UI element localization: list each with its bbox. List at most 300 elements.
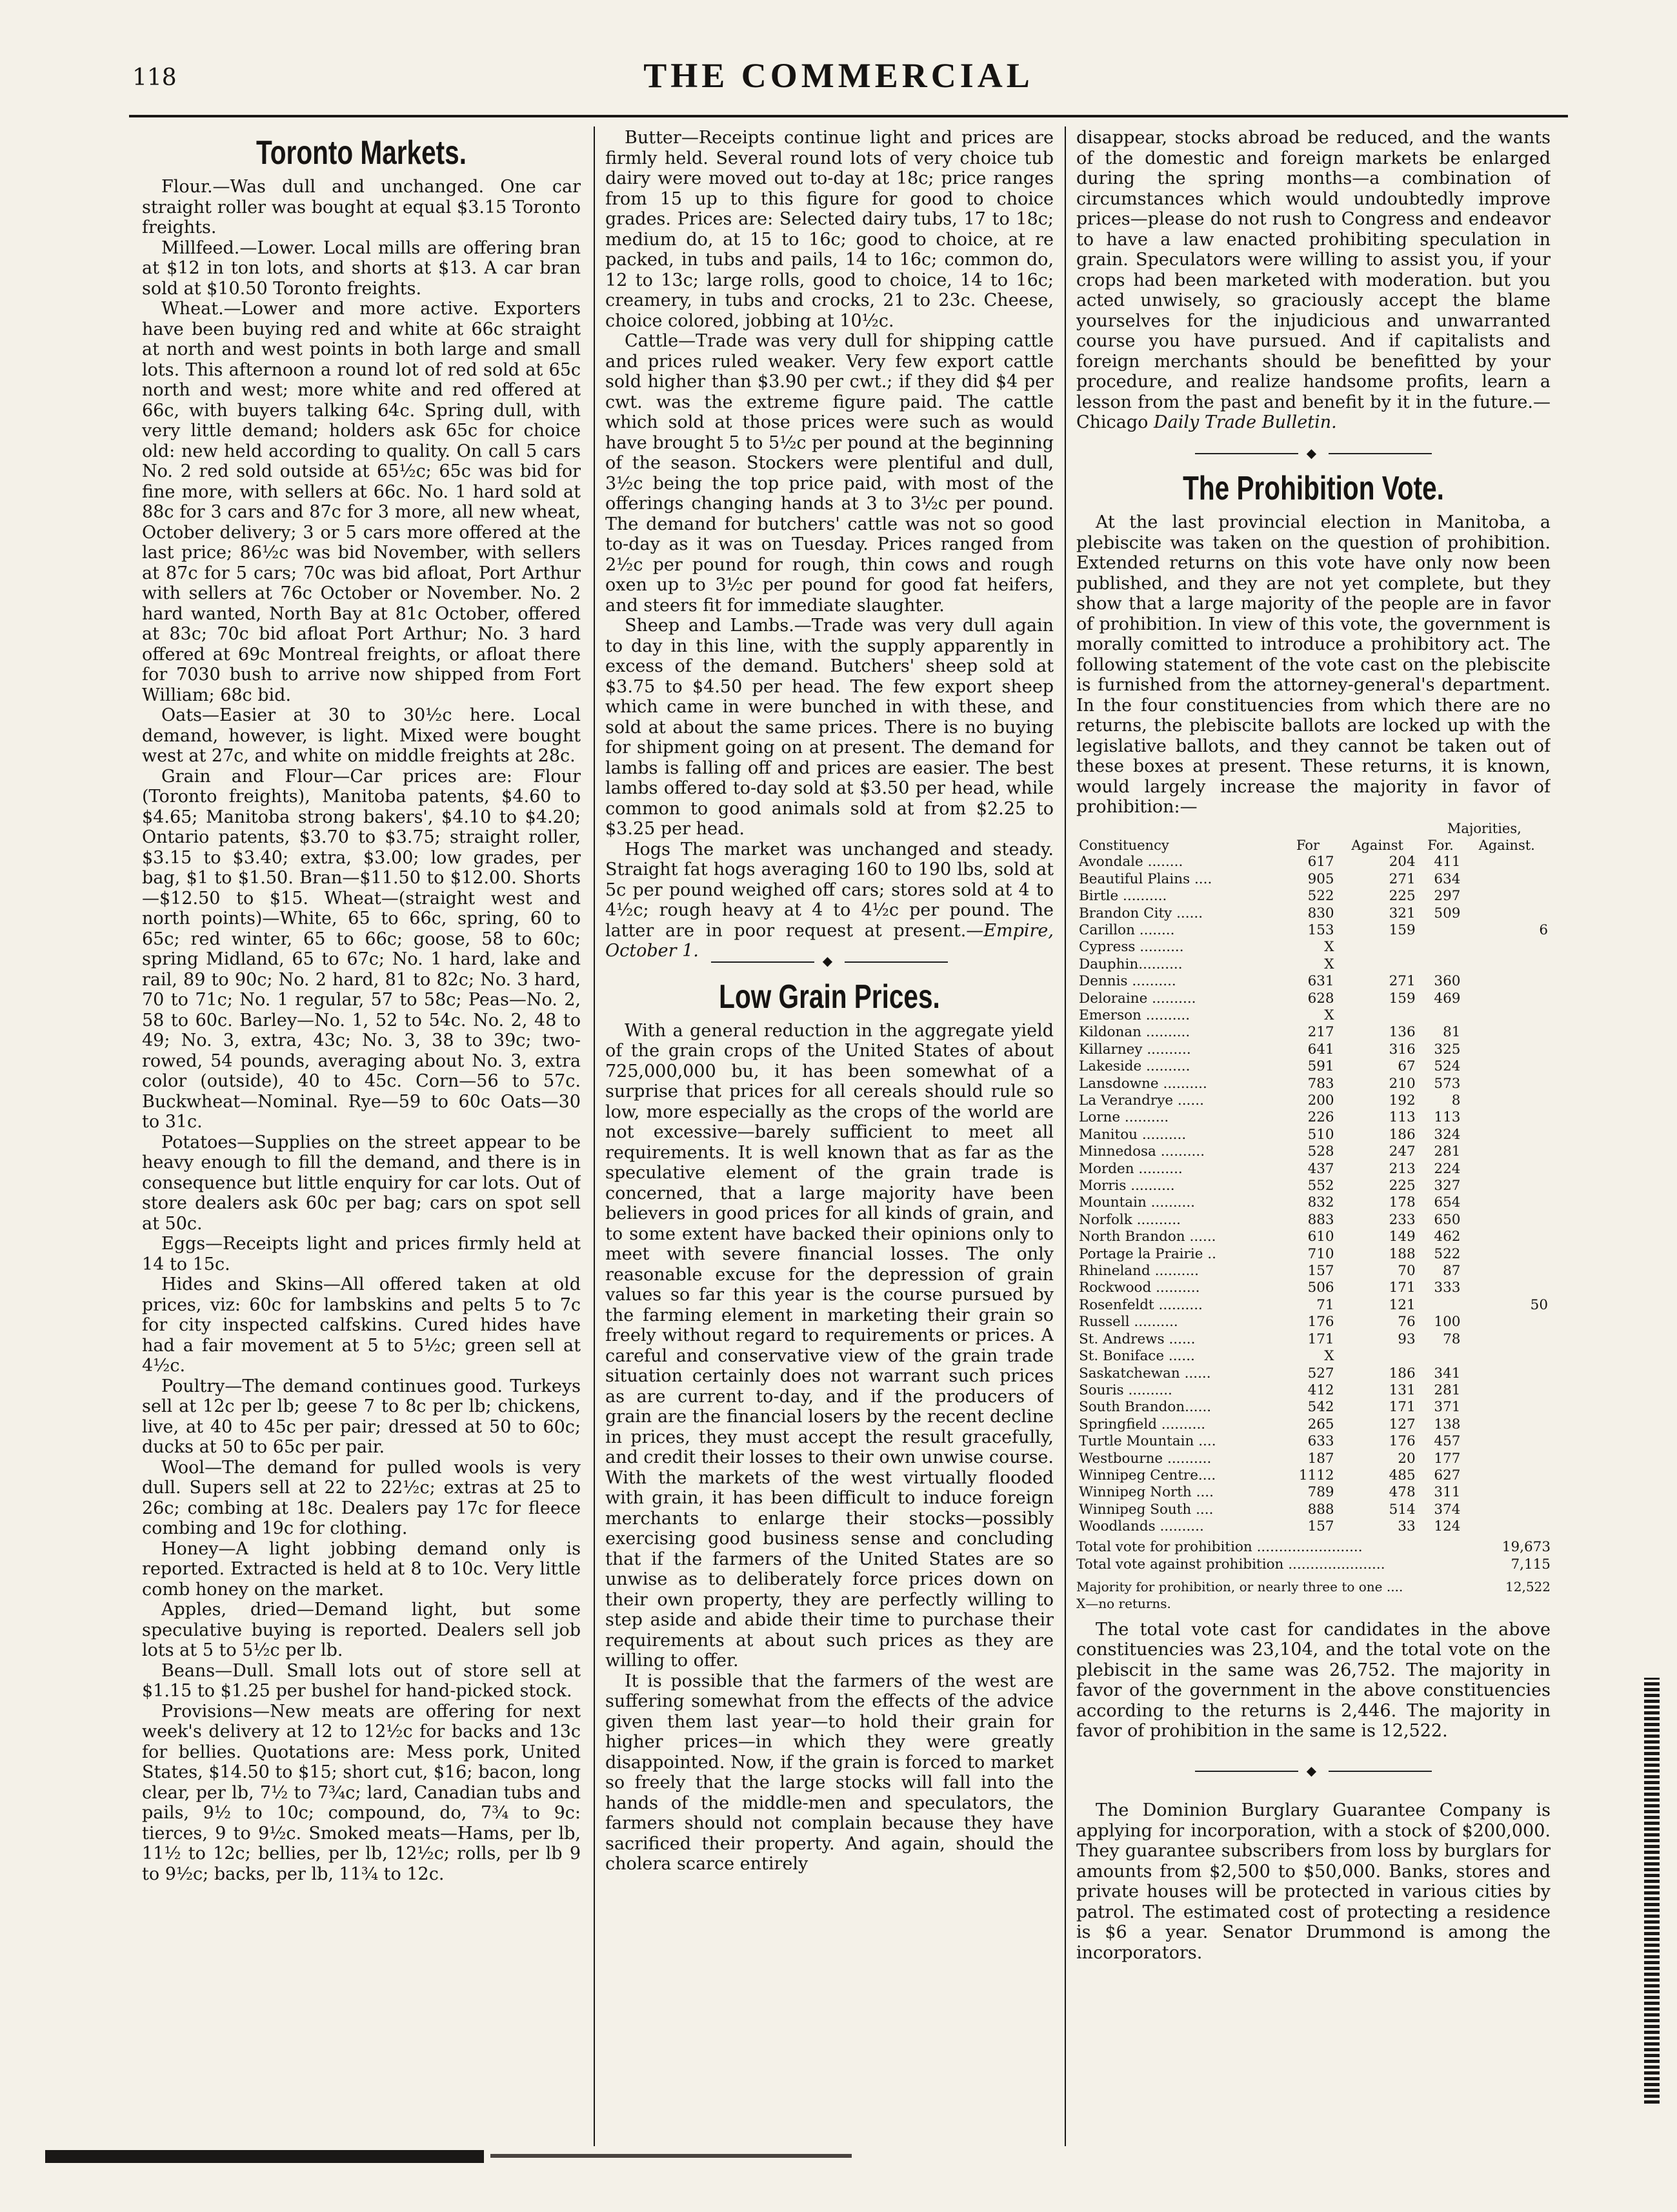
cell-maj-for: 81 [1443, 1024, 1461, 1041]
cell-maj-for [1418, 1297, 1463, 1314]
cell-maj-against [1463, 1365, 1551, 1382]
prohibition-closing: The total vote cast for candidates in the above constituencies was 23,104, and the total vote on the plebiscit in the same was 26,752. The majority in favor of the government in the above constituencies according to the returns is 2,446. The majority in favor of prohibition in the same is 12,522. [1076, 1619, 1551, 1742]
article-paragraph: With a general reduction in the aggregate yield of the grain crops of the United States of about 725,000,000 bu, it has been somewhat of a surprise that prices for all cereals should rule so low, more especially as the crops of the world are not excessive—barely sufficient to meet all requirements. It is well known that as far as the speculative element of the grain trade is concerned, that a large majority have been believers in good prices for all kinds of grain, and to some extent have backed their opinions only to meet with severe financial losses. The only reasonable excuse for the depression of grain values so far this year is the course pursued by the farming element in marketing their grain so freely without regard to requirements or prices. A careful and conservative view of the grain trade situation certainly does not warrant such prices as are current to-day, and if the producers of grain are the financial losers by the recent decline in prices, they must accept the result gracefully, and credit their losses to their own unwise course. With the markets of the west virtually flooded with grain, it has been difficult to induce foreign merchants to enlarge their stocks—possibly exercising good business sense and concluding that if the farmers of the United States are so unwise as to deliberately force prices down on their own property, they are perfectly willing to step aside and abide their time to purchase their requirements at about such prices as they are willing to offer. [605, 1020, 1054, 1671]
majority-label: Majority for prohibition, or nearly three to one .... [1076, 1578, 1403, 1594]
total-against-value: 7,115 [1511, 1556, 1551, 1573]
cell-name: Minnedosa .......... [1079, 1143, 1205, 1160]
cell-for: 617 [1307, 854, 1334, 870]
table-row [1076, 1109, 1551, 1126]
cell-name: Portage la Prairie .. [1079, 1245, 1216, 1262]
cell-maj-against [1463, 1212, 1551, 1229]
cell-against: 213 [1389, 1160, 1416, 1177]
cell-maj-against [1463, 1263, 1551, 1280]
cell-name: Westbourne .......... [1079, 1450, 1212, 1467]
cell-maj-for: 8 [1451, 1092, 1461, 1109]
for-header: For [1296, 837, 1320, 853]
cell-against: 136 [1389, 1024, 1416, 1041]
cell-maj-against [1463, 1229, 1551, 1245]
constituency-header: Constituency [1079, 837, 1169, 853]
low-grain-prices-body [605, 1021, 1054, 1875]
table-row [1076, 1263, 1551, 1280]
cell-maj-against [1463, 854, 1551, 870]
cell-for: 157 [1307, 1518, 1334, 1535]
cell-maj-against [1463, 1331, 1551, 1348]
table-row [1076, 1161, 1551, 1178]
no-returns-note: X—no returns. [1076, 1595, 1171, 1611]
cell-name: Mountain .......... [1079, 1194, 1196, 1211]
toronto-markets-heading: Toronto Markets. [256, 134, 467, 172]
column-middle [605, 128, 1054, 2141]
cell-name: Winnipeg South .... [1079, 1501, 1214, 1518]
cell-for: 830 [1307, 905, 1334, 921]
cell-for: 1112 [1298, 1467, 1334, 1483]
cell-name: St. Andrews ...... [1079, 1331, 1196, 1347]
total-for-row [1076, 1538, 1551, 1556]
cell-maj-against [1463, 1502, 1551, 1518]
cell-maj-against [1463, 1314, 1551, 1331]
footer-bar-thin [490, 2154, 852, 2158]
majority-for-header: For. [1427, 837, 1454, 853]
cell-against: 247 [1389, 1143, 1416, 1160]
column-left [142, 128, 581, 2141]
cell-maj-for: 100 [1434, 1314, 1461, 1331]
cell-name: Rockwood .......... [1079, 1280, 1200, 1296]
cell-maj-for: 371 [1434, 1399, 1461, 1416]
cell-against: 127 [1389, 1416, 1416, 1433]
low-grain-prices-heading: Low Grain Prices. [719, 978, 940, 1016]
cell-for: 157 [1307, 1263, 1334, 1280]
table-row [1076, 1416, 1551, 1433]
hogs-text: Hogs The market was unchanged and steady. Straight fat hogs averaging 160 to 190 lbs, sold at 5c per pound weighed off cars; stores sold at 4 to 4½c; rough heavy at 4 to 4½c per pound. The latter are in poor request at present.— [605, 839, 1054, 941]
total-for-label: Total vote for prohibition ........................ [1076, 1538, 1363, 1555]
cell-maj-against [1463, 1127, 1551, 1143]
table-row [1076, 1041, 1551, 1058]
cell-for: 437 [1307, 1160, 1334, 1177]
cell-against: 192 [1389, 1092, 1416, 1109]
cell-maj-against [1463, 1246, 1551, 1263]
cell-name: Cypress .......... [1079, 939, 1184, 956]
cell-name: Souris .......... [1079, 1382, 1172, 1398]
cell-name: Lorne .......... [1079, 1109, 1169, 1126]
cell-for: 591 [1307, 1058, 1334, 1075]
cell-name: Turtle Mountain .... [1079, 1433, 1216, 1450]
cell-against: 321 [1389, 905, 1416, 921]
table-row [1076, 1399, 1551, 1416]
cell-for: X [1324, 1007, 1334, 1023]
cell-for: X [1324, 956, 1334, 972]
cell-name: St. Boniface ...... [1079, 1348, 1195, 1365]
cell-for: 832 [1307, 1194, 1334, 1211]
cell-against: 225 [1389, 1178, 1416, 1194]
cell-maj-against [1463, 1109, 1551, 1126]
cell-maj-against [1463, 1143, 1551, 1160]
cell-against: 20 [1398, 1450, 1416, 1467]
cell-against: 316 [1389, 1041, 1416, 1058]
cell-name: Springfield .......... [1079, 1416, 1206, 1433]
table-row [1076, 1024, 1551, 1041]
empire-signature: Empire, October 1. [605, 920, 1054, 961]
cell-against: 271 [1389, 973, 1416, 990]
cell-maj-for: 138 [1434, 1416, 1461, 1433]
header-rule [129, 115, 1568, 117]
against-header: Against [1351, 837, 1403, 853]
cell-maj-for [1418, 939, 1463, 956]
cell-name: Manitou .......... [1079, 1126, 1187, 1143]
cell-maj-for: 654 [1434, 1194, 1461, 1211]
cell-maj-for: 224 [1434, 1160, 1461, 1177]
majority-against-header: Against. [1478, 837, 1535, 853]
market-paragraph: Provisions—New meats are offering for next week's delivery at 12 to 12½c for backs and 13c for bellies. Quotations are: Mess pork, United States, $14.50 to $15; short cut, $16; bacon, long clear, per lb, 7½ to 7¾c; lard, Canadian tubs and pails, 9½ to 10c; compound, do, 7¾ to 9c: tierces, 9 to 9½c. Smoked meats—Hams, per lb, 11½ to 12c; bellies, per lb, 12½c; rolls, per lb 9 to 9½c; backs, per lb, 11¾ to 12c. [142, 1701, 581, 1884]
page-edge-marks [1644, 1678, 1660, 2104]
cell-for: 542 [1307, 1399, 1334, 1416]
market-paragraph: Poultry—The demand continues good. Turkeys sell at 12c per lb; geese 7 to 8c per lb; chickens, live, at 40 to 45c per pair; dressed at 50 to 60c; ducks at 50 to 65c per pair. [142, 1376, 581, 1457]
cell-for: 510 [1307, 1126, 1334, 1143]
section-separator: ◆ [1076, 1761, 1551, 1782]
cell-name: Winnipeg Centre.... [1079, 1467, 1216, 1483]
table-row [1076, 1348, 1551, 1365]
cell-for: X [1324, 939, 1334, 956]
cell-for: 631 [1307, 973, 1334, 990]
article-paragraph: It is possible that the farmers of the west are suffering somewhat from the effects of the advice given them last year—to hold their grain for higher prices—in which they were greatly disappointed. Now, if the grain is forced to market so freely that the large stocks will fall into the hands of the middle-men and speculators, the farmers should not complain because they have sacrificed their property. And again, should the cholera scarce entirely [605, 1671, 1054, 1874]
market-reports-continued [605, 128, 1054, 961]
column-rule-1 [594, 126, 595, 2146]
market-paragraph: Grain and Flour—Car prices are: Flour (Toronto freights), Manitoba patents, $4.60 to $4.65; Manitoba strong bakers', $4.10 to $4.20; Ontario patents, $3.70 to $3.75; straight roller, $3.15 to $3.40; extra, $3.00; low grades, per bag, $1 to $1.50. Bran—$11.50 to $12.00. Shorts—$12.50 to $15. Wheat—(straight west and north points)—White, 65 to 66c, spring, 60 to 65c; red winter, 65 to 66c; goose, 58 to 60c; spring Midland, 65 to 67c; No. 1 hard, lake and rail, 89 to 90c; No. 2 hard, 81 to 82c; No. 3 hard, 70 to 71c; No. 1 regular, 57 to 58c; Peas—No. 2, 58 to 60c. Barley—No. 1, 52 to 54c. No. 2, 48 to 49; No. 3, extra, 43c; No. 3, 38 to 39c; two-rowed, 54 pounds, averaging about No. 3, extra color (outside), 40 to 45c. Corn—56 to 57c. Buckwheat—Nominal. Rye—59 to 60c Oats—30 to 31c. [142, 766, 581, 1132]
cell-for: 641 [1307, 1041, 1334, 1058]
cell-maj-for: 509 [1434, 905, 1461, 921]
cell-for: 217 [1307, 1024, 1334, 1041]
cell-for: 176 [1307, 1314, 1334, 1331]
cell-maj-against: 6 [1539, 921, 1548, 938]
cell-against: 188 [1389, 1245, 1416, 1262]
burglary-company-notice: The Dominion Burglary Guarantee Company is applying for incorporation, with a stock of $200,000. They guarantee subscribers from loss by burglars for amounts from $2,500 to $50,000. Banks, stores and private houses will be protected in various cities by patrol. The estimated cost of protecting a residence is $6 a year. Senator Drummond is among the incorporators. [1076, 1800, 1551, 1963]
cell-maj-for: 325 [1434, 1041, 1461, 1058]
cell-maj-against [1463, 939, 1551, 956]
bulletin-text: disappear, stocks abroad be reduced, and the wants of the domestic and foreign markets be enlarged during the spring months—a combination of circumstances which would undoubtedly improve prices—please do not rush to Congress and endeavor to have a law enacted prohibiting speculation in grain. Speculators were willing to assist you, if your crops had been marketed with moderation. but you acted unwisely, so graciously accept the blame yourselves for the injudicious and unwarranted course you have pursued. And if capitalists and foreign merchants should be benefitted by your procedure, and realize handsome profits, learn a lesson from the past and benefit by it in the future.—Chicago [1076, 128, 1551, 432]
table-row [1076, 1297, 1551, 1314]
cell-maj-for: 457 [1434, 1433, 1461, 1450]
cell-maj-for: 634 [1434, 870, 1461, 887]
market-paragraph: Sheep and Lambs.—Trade was very dull again to day in this line, with the supply apparently in excess of the demand. Butchers' sheep sold at $3.75 to $4.50 per head. The few export sheep which came in were bunched in with these, and sold at about the same prices. There is no buying for shipment going on at present. The demand for lambs is falling off and prices are easier. The best lambs offered to-day sold at $3.50 per head, while common to good animals sold at from $2.25 to $3.25 per head. [605, 616, 1054, 839]
cell-name: La Verandrye ...... [1079, 1092, 1204, 1109]
cell-against: 210 [1389, 1075, 1416, 1092]
cell-name: North Brandon ...... [1079, 1229, 1216, 1245]
vote-totals [1076, 1538, 1551, 1573]
market-paragraph: Cattle—Trade was very dull for shipping cattle and prices ruled weaker. Very few export cattle sold higher than $3.90 per cwt.; if they did $4 per cwt. was the extreme figure paid. The cattle which sold at those prices were such as would have brought 5 to 5½c per pound at the beginning of the season. Stockers were plentiful and dull, 3½c being the top price paid, with most of the offerings changing hands at 3 to 3½c per pound. The demand for butchers' cattle was not so good to-day as it was on Tuesday. Prices ranged from 2½c per pound for rough, thin cows and rough oxen up to 3½c per pound for good fat heifers, and steers fit for immediate slaughter. [605, 331, 1054, 616]
cell-maj-for: 324 [1434, 1126, 1461, 1143]
cell-maj-for: 281 [1434, 1382, 1461, 1398]
cell-name: Dennis .......... [1079, 973, 1176, 990]
cell-maj-for: 124 [1434, 1518, 1461, 1535]
cell-for: 153 [1307, 921, 1334, 938]
cell-name: Russell .......... [1079, 1314, 1178, 1331]
cell-against: 271 [1389, 870, 1416, 887]
cell-against: 149 [1389, 1229, 1416, 1245]
cell-name: South Brandon...... [1079, 1399, 1212, 1416]
cell-maj-for: 462 [1434, 1229, 1461, 1245]
plebiscite-table-body [1076, 854, 1551, 1535]
cell-maj-against [1463, 1484, 1551, 1501]
cell-for: 528 [1307, 1143, 1334, 1160]
cell-for: 789 [1307, 1484, 1334, 1501]
table-row [1076, 1451, 1551, 1467]
cell-name: Rosenfeldt .......... [1079, 1296, 1203, 1313]
table-row [1076, 871, 1551, 888]
market-paragraph: Eggs—Receipts light and prices firmly held at 14 to 15c. [142, 1234, 581, 1274]
cell-name: Carillon ........ [1079, 921, 1175, 938]
cell-against: 131 [1389, 1382, 1416, 1398]
cell-for: 226 [1307, 1109, 1334, 1126]
cell-maj-against [1463, 1076, 1551, 1092]
market-paragraph: Honey—A light jobbing demand only is reported. Extracted is held at 8 to 10c. Very little comb honey on the market. [142, 1538, 581, 1600]
cell-maj-against [1463, 1399, 1551, 1416]
cell-maj-for: 311 [1434, 1484, 1461, 1501]
cell-maj-for: 360 [1434, 973, 1461, 990]
cell-for: 265 [1307, 1416, 1334, 1433]
cell-name: Emerson .......... [1079, 1007, 1190, 1023]
cell-maj-for [1418, 1007, 1463, 1024]
cell-maj-for: 374 [1434, 1501, 1461, 1518]
cell-against: 113 [1389, 1109, 1416, 1126]
cell-against: 514 [1389, 1501, 1416, 1518]
table-row [1076, 973, 1551, 990]
table-row [1076, 1007, 1551, 1024]
cell-maj-for: 333 [1434, 1280, 1461, 1296]
total-against-label: Total vote against prohibition ...................... [1076, 1556, 1385, 1573]
cell-for: 905 [1307, 870, 1334, 887]
cell-maj-for: 411 [1434, 854, 1461, 870]
table-row [1076, 1127, 1551, 1143]
cell-for: 522 [1307, 888, 1334, 905]
table-row [1076, 990, 1551, 1007]
table-row [1076, 1092, 1551, 1109]
cell-name: Woodlands .......... [1079, 1518, 1204, 1535]
cell-maj-for: 627 [1434, 1467, 1461, 1483]
cell-for: 412 [1307, 1382, 1334, 1398]
cell-name: Saskatchewan ...... [1079, 1365, 1211, 1382]
table-row [1076, 922, 1551, 939]
table-row [1076, 956, 1551, 973]
cell-name: Morden .......... [1079, 1160, 1183, 1177]
cell-maj-for [1418, 1348, 1463, 1365]
cell-maj-against [1463, 1194, 1551, 1211]
bulletin-continued [1076, 128, 1551, 433]
cell-maj-against [1463, 1518, 1551, 1535]
cell-against: 159 [1389, 921, 1416, 938]
cell-maj-against [1463, 1041, 1551, 1058]
cell-against: 178 [1389, 1194, 1416, 1211]
cell-name: Brandon City ...... [1079, 905, 1203, 921]
cell-for: 633 [1307, 1433, 1334, 1450]
cell-name: Kildonan .......... [1079, 1024, 1190, 1041]
majority-note [1076, 1578, 1551, 1612]
market-paragraph: Wool—The demand for pulled wools is very dull. Supers sell at 22 to 22½c; extras at 25 to 26c; combing at 18c. Dealers pay 17c for fleece combing and 19c for clothing. [142, 1457, 581, 1538]
cell-name: Winnipeg North .... [1079, 1484, 1214, 1501]
cell-maj-for: 281 [1434, 1143, 1461, 1160]
cell-for: 628 [1307, 990, 1334, 1007]
cell-name: Dauphin.......... [1079, 956, 1183, 972]
cell-for: 71 [1316, 1296, 1334, 1313]
cell-against [1337, 1348, 1418, 1365]
cell-against: 186 [1389, 1365, 1416, 1382]
cell-maj-against [1463, 1024, 1551, 1041]
cell-maj-against [1463, 1058, 1551, 1075]
cell-against: 67 [1398, 1058, 1416, 1075]
cell-against [1337, 1007, 1418, 1024]
total-against-row [1076, 1556, 1551, 1573]
market-paragraph: Millfeed.—Lower. Local mills are offering bran at $12 in ton lots, and shorts at $13. A car bran sold at $10.50 Toronto freights. [142, 237, 581, 299]
cell-for: X [1324, 1348, 1334, 1365]
table-row [1076, 1518, 1551, 1535]
page-number: 118 [132, 65, 177, 91]
cell-for: 883 [1307, 1211, 1334, 1228]
market-paragraph: Apples, dried—Demand light, but some speculative buying is reported. Dealers sell job lots at 5 to 5½c per lb. [142, 1600, 581, 1660]
cell-name: Lakeside .......... [1079, 1058, 1190, 1075]
majority-value: 12,522 [1505, 1578, 1551, 1594]
table-row [1076, 1314, 1551, 1331]
table-row [1076, 1433, 1551, 1450]
cell-for: 171 [1307, 1331, 1334, 1347]
table-row [1076, 1229, 1551, 1245]
cell-name: Lansdowne .......... [1079, 1075, 1207, 1092]
cell-maj-for: 524 [1434, 1058, 1461, 1075]
cell-maj-against [1463, 990, 1551, 1007]
cell-for: 506 [1307, 1280, 1334, 1296]
cell-maj-against [1463, 1467, 1551, 1484]
table-row [1076, 1365, 1551, 1382]
cell-maj-for: 113 [1434, 1109, 1461, 1126]
cell-name: Beautiful Plains .... [1079, 870, 1212, 887]
table-row [1076, 1484, 1551, 1501]
cell-maj-against: 50 [1530, 1296, 1548, 1313]
cell-maj-against [1463, 1280, 1551, 1296]
table-row [1076, 1280, 1551, 1296]
cell-maj-for: 297 [1434, 888, 1461, 905]
masthead: THE COMMERCIAL [643, 56, 1034, 95]
cell-maj-against [1463, 1348, 1551, 1365]
cell-maj-for: 469 [1434, 990, 1461, 1007]
toronto-markets-body [142, 177, 581, 1884]
market-paragraph: Potatoes—Supplies on the street appear to be heavy enough to fill the demand, and there is in consequence but little enquiry for car lots. Out of store dealers ask 60c per bag; cars on spot sell at 50c. [142, 1132, 581, 1234]
cell-against: 76 [1398, 1314, 1416, 1331]
cell-maj-against [1463, 1007, 1551, 1024]
cell-against: 171 [1389, 1399, 1416, 1416]
cell-against: 171 [1389, 1280, 1416, 1296]
column-rule-2 [1065, 126, 1066, 2146]
cell-name: Avondale ........ [1079, 854, 1183, 870]
table-row [1076, 1058, 1551, 1075]
market-paragraph [605, 840, 1054, 961]
total-for-value: 19,673 [1501, 1538, 1551, 1555]
table-row [1076, 854, 1551, 870]
cell-maj-for: 87 [1443, 1263, 1461, 1280]
cell-maj-for: 573 [1434, 1075, 1461, 1092]
cell-maj-for: 522 [1434, 1245, 1461, 1262]
section-separator: ◆ [605, 951, 1054, 972]
cell-against: 176 [1389, 1433, 1416, 1450]
cell-name: Deloraine .......... [1079, 990, 1196, 1007]
cell-against: 159 [1389, 990, 1416, 1007]
table-row [1076, 939, 1551, 956]
cell-for: 527 [1307, 1365, 1334, 1382]
prohibition-vote-heading: The Prohibition Vote. [1183, 470, 1444, 507]
prohibition-intro: At the last provincial election in Manitoba, a plebiscite was taken on the question of prohibition. Extended returns on this vote have only now been published, and they are not yet complete, but they show that a large majority of the people are in favor of prohibition. In view of this vote, the government is morally comitted to introduce a prohibitory act. The following statement of the vote cast on the plebiscite is furnished from the attorney-general's department. In the four constituencies from which there are no returns, the plebiscite ballots are locked up with the legislative ballots, and they cannot be taken out of these boxes at present. These returns, it is known, would largely increase the majority in favor of prohibition:— [1076, 512, 1551, 817]
table-row [1076, 1467, 1551, 1484]
plebiscite-table [1076, 820, 1551, 1536]
cell-maj-against [1463, 1178, 1551, 1194]
cell-against: 478 [1389, 1484, 1416, 1501]
bulletin-signature: Daily Trade Bulletin. [1154, 412, 1337, 432]
cell-against: 93 [1398, 1331, 1416, 1347]
table-row [1076, 1331, 1551, 1348]
cell-against [1337, 956, 1418, 973]
cell-maj-against [1463, 1161, 1551, 1178]
cell-maj-against [1463, 1382, 1551, 1399]
cell-maj-for: 177 [1434, 1450, 1461, 1467]
cell-maj-against [1463, 1416, 1551, 1433]
cell-maj-against [1463, 1433, 1551, 1450]
cell-against: 204 [1389, 854, 1416, 870]
cell-maj-for: 78 [1443, 1331, 1461, 1347]
table-row [1076, 1382, 1551, 1399]
cell-for: 888 [1307, 1501, 1334, 1518]
cell-name: Birtle .......... [1079, 888, 1167, 905]
column-right [1076, 128, 1551, 2141]
market-paragraph: Oats—Easier at 30 to 30½c here. Local demand, however, is light. Mixed were bought west at 27c, and white on middle freights at 28c. [142, 705, 581, 766]
cell-maj-for [1418, 922, 1463, 939]
cell-against: 225 [1389, 888, 1416, 905]
table-row [1076, 1178, 1551, 1194]
cell-maj-against [1463, 1451, 1551, 1467]
market-paragraph: Hides and Skins—All offered taken at old prices, viz: 60c for lambskins and pelts 5 to 7c for city inspected calfskins. Cured hides have had a fair movement at 5 to 5½c; green sell at 4½c. [142, 1274, 581, 1376]
cell-maj-against [1463, 973, 1551, 990]
cell-against: 70 [1398, 1263, 1416, 1280]
cell-maj-for: 341 [1434, 1365, 1461, 1382]
table-row [1076, 1143, 1551, 1160]
majorities-header: Majorities, [1447, 820, 1521, 836]
cell-name: Morris .......... [1079, 1178, 1175, 1194]
cell-against: 233 [1389, 1211, 1416, 1228]
cell-name: Killarney .......... [1079, 1041, 1191, 1058]
table-row [1076, 1076, 1551, 1092]
cell-maj-for: 327 [1434, 1178, 1461, 1194]
section-separator: ◆ [1076, 443, 1551, 464]
cell-for: 187 [1307, 1450, 1334, 1467]
cell-against: 485 [1389, 1467, 1416, 1483]
cell-for: 552 [1307, 1178, 1334, 1194]
cell-maj-against [1463, 905, 1551, 922]
cell-against: 186 [1389, 1126, 1416, 1143]
table-row [1076, 1502, 1551, 1518]
market-paragraph: Beans—Dull. Small lots out of store sell at $1.15 to $1.25 per bushel for hand-picked stock. [142, 1660, 581, 1701]
cell-maj-for [1418, 956, 1463, 973]
cell-for: 710 [1307, 1245, 1334, 1262]
cell-maj-against [1463, 888, 1551, 905]
cell-maj-against [1463, 956, 1551, 973]
market-paragraph: Wheat.—Lower and more active. Exporters have been buying red and white at 66c straight at north and west points in both large and small lots. This afternoon a round lot of red sold at 65c north and west; more white and red offered at 66c, with buyers talking 64c. Spring dull, with very little demand; holders ask 65c for choice old: new held according to quality. On call 5 cars No. 2 red sold outside at 65½c; 65c was bid for fine more, with sellers at 66c. No. 1 hard sold at 88c for 3 cars and 87c for 3 more, all new wheat, October delivery; 3 or 5 cars more offered at the last price; 86½c was bid November, with sellers at 87c for 5 cars; 70c was bid afloat, Port Arthur with sellers at 76c October or November. No. 2 hard wanted, North Bay at 81c October, offered at 83c; 70c bid afloat Port Arthur; No. 3 hard offered at 69c Montreal freights, or afloat there for 7030 bush to arrive now shipped from Fort William; 68c bid. [142, 299, 581, 705]
cell-for: 610 [1307, 1229, 1334, 1245]
table-row [1076, 888, 1551, 905]
market-paragraph: Flour.—Was dull and unchanged. One car straight roller was bought at equal $3.15 Toronto freights. [142, 177, 581, 237]
table-row [1076, 905, 1551, 922]
market-paragraph: Butter—Receipts continue light and prices are firmly held. Several round lots of very choice tub dairy were moved out to-day at 18c; price ranges from 15 up to this figure for good to choice grades. Prices are: Selected dairy tubs, 17 to 18c; medium do, at 15 to 16c; good to choice, at re packed, in tubs and pails, 14 to 16c; common do, 12 to 13c; large rolls, good to choice, 14 to 16c; creamery, in tubs and crocks, 21 to 23c. Cheese, choice colored, jobbing at 10½c. [605, 128, 1054, 331]
table-row [1076, 1194, 1551, 1211]
cell-name: Norfolk .......... [1079, 1211, 1181, 1228]
table-row [1076, 1212, 1551, 1229]
table-row [1076, 1246, 1551, 1263]
cell-against: 33 [1398, 1518, 1416, 1535]
cell-for: 783 [1307, 1075, 1334, 1092]
footer-bar [45, 2150, 484, 2163]
